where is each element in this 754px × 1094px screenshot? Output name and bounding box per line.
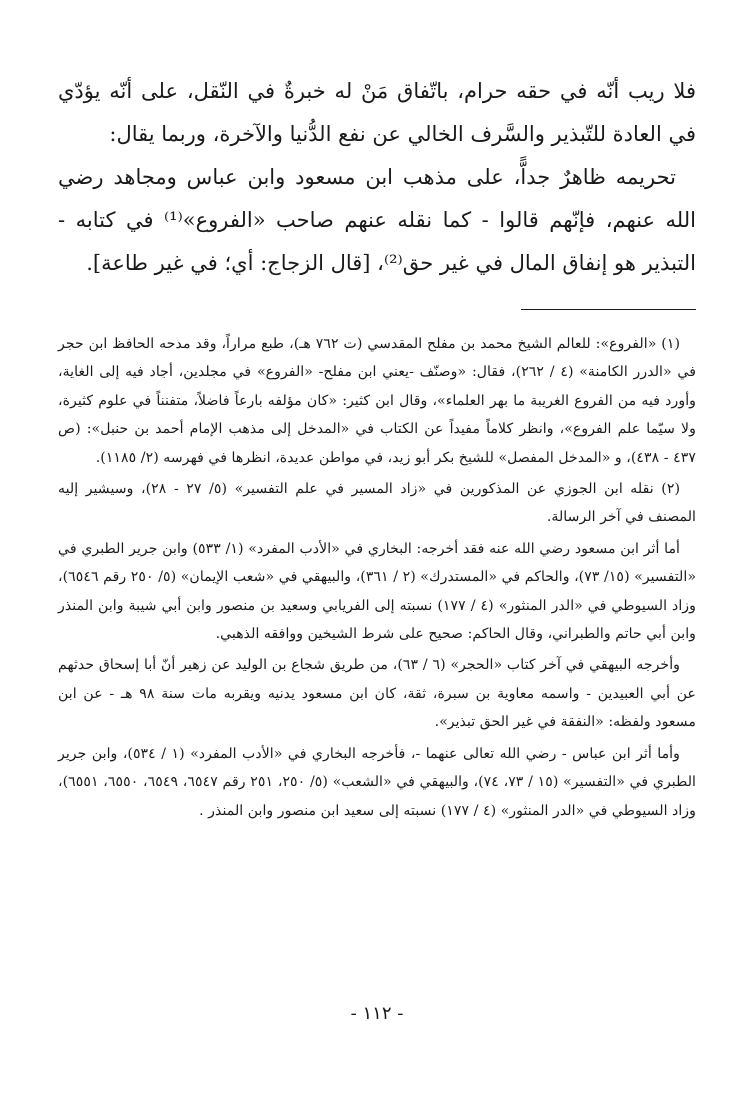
footnote-2-bayhaqi: وأخرجه البيهقي في آخر كتاب «الحجر» (٦ / ٦٣)، من طريق شجاع بن الوليد عن زهير أنّ أبا إسحاق حدثهم عن أبي العبيدين - واسمه معاوية بن سبرة، ثقة، كان ابن مسعود يدنيه ويقربه مات سنة ٩٨ هـ - عن ابن مسعود ولفظه: «النفقة في غير الحق تبذير». xyxy=(58,657,697,731)
main-paragraph-2: تحريمه ظاهرٌ جداًّ، على مذهب ابن مسعود وابن عباس ومجاهد رضي الله عنهم، فإنّهم قالوا - كما نقله عنهم صاحب «الفروع»⁽¹⁾ في كتابه - التبذير هو إنفاق المال في غير حق⁽²⁾، [قال الزجاج: أي؛ في غير طاعة]. xyxy=(58,165,696,275)
document-page xyxy=(58,70,696,1070)
footnote-2-ibn-masud: أما أثر ابن مسعود رضي الله عنه فقد أخرجه: البخاري في «الأدب المفرد» (١/ ٥٣٣) وابن جرير الطبري في «التفسير» (١٥/ ٧٣)، والحاكم في «المستدرك» (٢ / ٣٦١)، والبيهقي في «شعب الإيمان» (٥/ ٢٥٠ رقم ٦٥٤٦)، وزاد السيوطي في «الدر المنثور» (٤ / ١٧٧) نسبته إلى الفريابي وسعيد بن منصور وابن أبي شيبة وابن المنذر وابن أبي حاتم والطبراني، وقال الحاكم: صحيح على شرط الشيخين ووافقه الذهبي. xyxy=(58,540,696,643)
footnote-1: (١) «الفروع»: للعالم الشيخ محمد بن مفلح المقدسي (ت ٧٦٢ هـ)، طبع مراراً، وقد مدحه الحافظ ابن حجر في «الدرر الكامنة» (٤ / ٢٦٢)، فقال: «وصنّف -يعني ابن مفلح- «الفروع» في مجلدين، أجاد فيه إلى الغاية، وأورد فيه من الفروع الغريبة ما بهر العلماء»، وقال ابن كثير: «كان مؤلفه بارعاً فاضلاً، متفنناً في علوم كثيرة، ولا سيّما علم الفروع»، وانظر كلاماً مفيداً عن الكتاب في «المدخل إلى مذهب الإمام أحمد بن حنبل»: (ص ٤٣٧ - ٤٣٨)، و «المدخل المفصل» للشيخ بكر أبو زيد، في مواطن عديدة، انظرها في فهرسه (٢/ ١١٨٥). xyxy=(58,336,696,466)
footnote-2: (٢) نقله ابن الجوزي عن المذكورين في «زاد المسير في علم التفسير» (٥/ ٢٧ - ٢٨)، وسيشير إليه المصنف في آخر الرسالة. xyxy=(58,481,696,526)
footnote-separator xyxy=(521,309,696,310)
main-paragraph-1: فلا ريب أنّه في حقه حرام، باتّفاق مَنْ له خبرةٌ في النّقل، على أنّه يؤدّي في العادة للتّبذير والسَّرف الخالي عن نفع الدُّنيا والآخرة، وربما يقال: xyxy=(58,79,696,146)
main-text xyxy=(58,70,696,285)
footnote-2-ibn-abbas: وأما أثر ابن عباس - رضي الله تعالى عنهما -، فأخرجه البخاري في «الأدب المفرد» (١ / ٥٣٤)، وابن جرير الطبري في «التفسير» (١٥ / ٧٣، ٧٤)، والبيهقي في «الشعب» (٥/ ٢٥٠، ٢٥١ رقم ٦٥٤٧، ٦٥٤٩، ٦٥٥٠، ٦٥٥١)، وزاد السيوطي في «الدر المنثور» (٤ / ١٧٧) نسبته إلى سعيد ابن منصور وابن المنذر . xyxy=(58,745,696,819)
page-number: - ١١٢ - xyxy=(350,1003,404,1024)
footnotes xyxy=(58,330,696,825)
